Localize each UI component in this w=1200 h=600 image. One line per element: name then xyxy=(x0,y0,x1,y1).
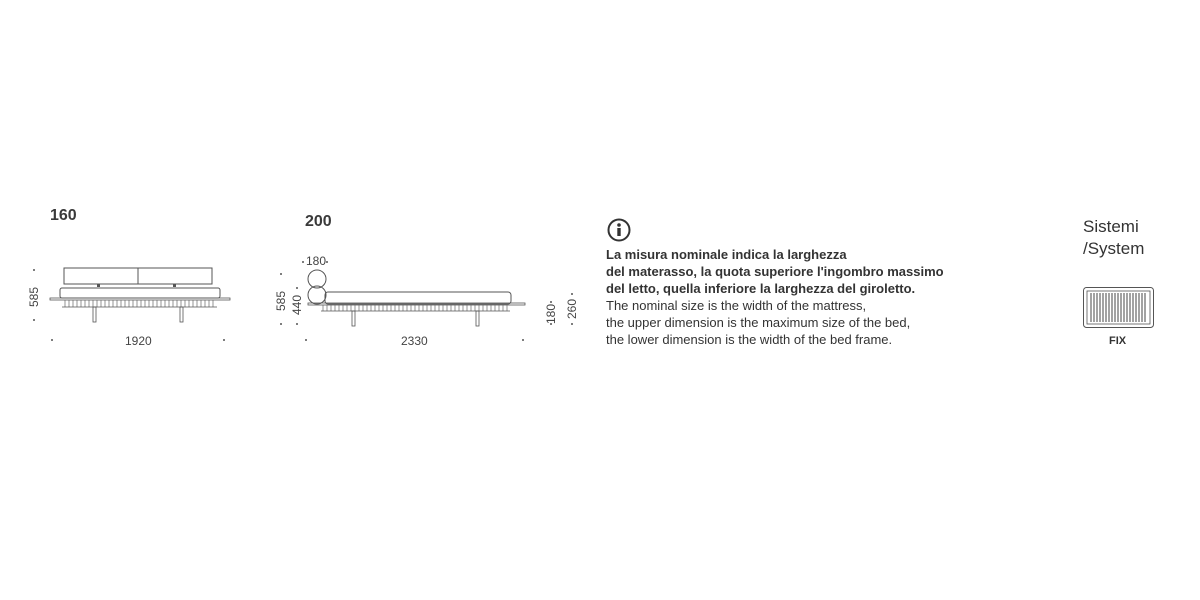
system-option-label: FIX xyxy=(1109,335,1127,347)
height-dimension-585: 585 xyxy=(27,286,42,308)
height-dimension-585: 585 xyxy=(274,290,289,312)
side-height-dimension-180: 180 xyxy=(544,303,559,325)
dimension-dot xyxy=(296,323,298,325)
dimension-dot xyxy=(296,287,298,289)
system-title-it: Sistemi xyxy=(1083,217,1139,236)
bed-front-view-drawing xyxy=(45,262,245,322)
length-dimension-2330: 2330 xyxy=(401,334,428,348)
dimension-dot xyxy=(280,323,282,325)
dimension-dot xyxy=(51,339,53,341)
size-label-200: 200 xyxy=(305,213,332,230)
info-text xyxy=(606,246,986,348)
dimension-dot xyxy=(33,269,35,271)
info-line-en-3: the lower dimension is the width of the bed frame. xyxy=(606,332,893,347)
dimension-dot xyxy=(223,339,225,341)
size-label-160: 160 xyxy=(50,207,77,224)
dimension-dot xyxy=(305,339,307,341)
info-line-it-2: del materasso, la quota superiore l'ingombro massimo xyxy=(606,264,944,279)
dimension-dot xyxy=(33,319,35,321)
length-dimension-1920: 1920 xyxy=(125,334,152,348)
info-line-en-2: the upper dimension is the maximum size of the bed, xyxy=(606,315,911,330)
dimension-dot xyxy=(522,339,524,341)
seat-height-dimension-440: 440 xyxy=(290,294,305,316)
dimension-dot xyxy=(302,261,304,263)
dimension-dot xyxy=(326,261,328,263)
dimension-dot xyxy=(571,293,573,295)
headboard-diameter-180: 180 xyxy=(306,254,327,268)
info-circle-icon xyxy=(607,218,631,242)
side-height-dimension-260: 260 xyxy=(565,298,580,320)
system-title xyxy=(1083,216,1144,260)
dimension-dot xyxy=(571,323,573,325)
info-line-en-1: The nominal size is the width of the mattress, xyxy=(606,298,867,313)
info-line-it-1: La misura nominale indica la larghezza xyxy=(606,247,847,262)
system-option-fix[interactable] xyxy=(1083,287,1155,351)
dimension-dot xyxy=(280,273,282,275)
dimension-dot xyxy=(550,301,552,303)
bed-side-view-drawing xyxy=(305,268,535,328)
info-line-it-3: del letto, quella inferiore la larghezza del giroletto. xyxy=(606,281,916,296)
slatted-base-icon xyxy=(1083,287,1155,329)
system-title-en: /System xyxy=(1083,239,1145,258)
